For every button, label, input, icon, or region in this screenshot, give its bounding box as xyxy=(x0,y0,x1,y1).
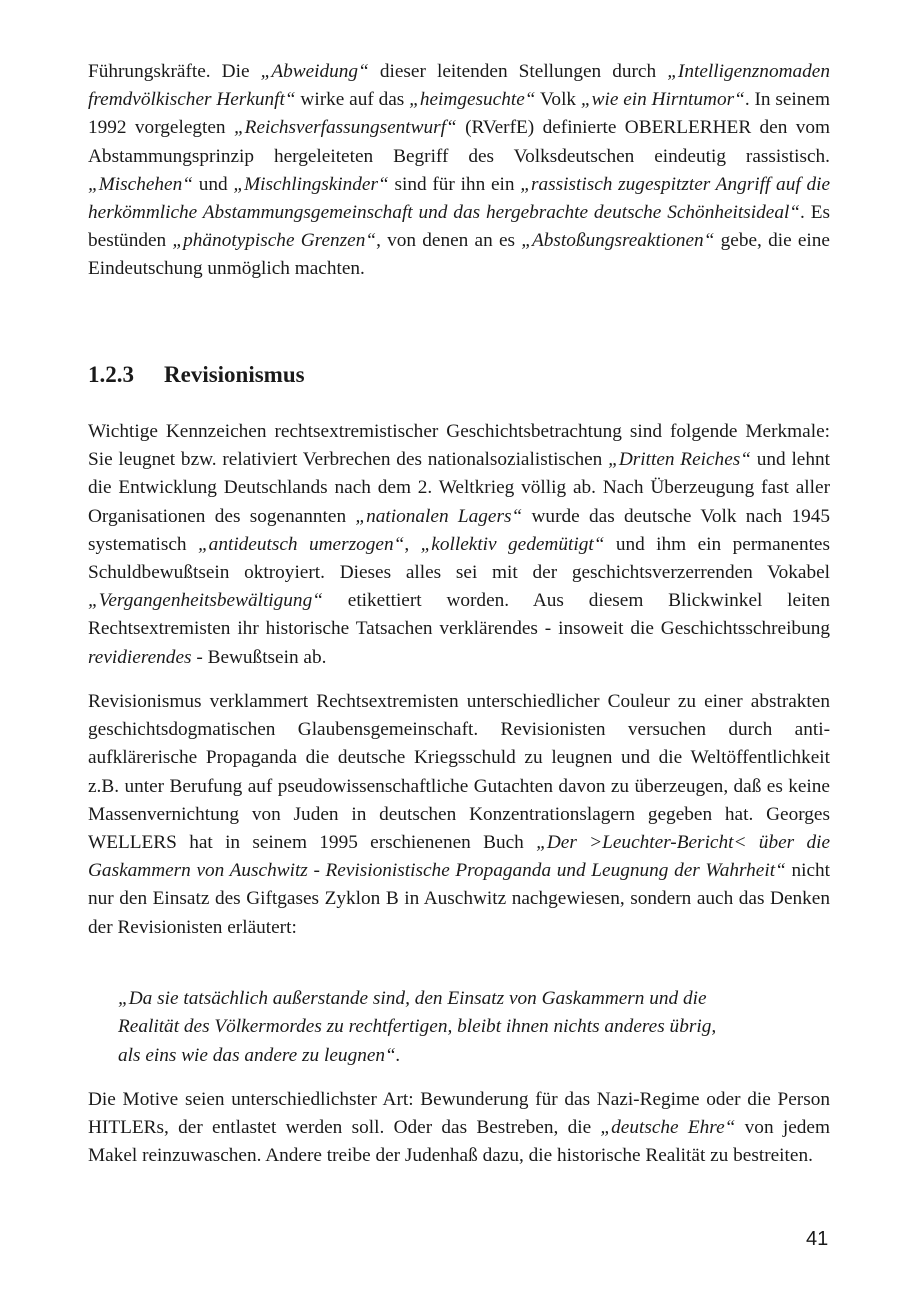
block-quote: „Da sie tatsächlich außerstande sind, den Einsatz von Gaskammern und die Realität des Völkermordes zu rechtfertigen, bleibt ihnen nichts anderes übrig, als eins wie das andere zu leugnen“. xyxy=(118,988,717,1066)
paragraph-characteristics: Wichtige Kennzeichen rechtsextremistischer Geschichtsbetrachtung sind folgende Merkmale: Sie leugnet bzw. relativiert Verbrechen des nationalsozialistischen „Dritten Reiches“ und lehnt die Entwicklung Deutschlands nach dem 2. Weltkrieg völlig ab. Nach Überzeugung fast aller Organisationen des sogenannten „nationalen Lagers“ wurde das deutsche Volk nach 1945 systematisch „antideutsch umerzogen“, „kollektiv gedemütigt“ und ihm ein permanentes Schuldbewußtsein oktroyiert. Dieses alles sei mit der geschichtsverzerrenden Vokabel „Vergangenheitsbewältigung“ etikettiert worden. Aus diesem Blickwinkel leiten Rechtsextremisten ihr historische Tatsachen verklärendes - insoweit die Geschichtsschreibung revidierendes - Bewußtsein ab. xyxy=(88,421,831,668)
paragraph-intro: Führungskräfte. Die „Abweidung“ dieser leitenden Stellungen durch „Intelligenznomaden fremdvölkischer Herkunft“ wirke auf das „heimgesuchte“ Volk „wie ein Hirntumor“. In seinem 1992 vorgelegten „Reichsverfassungsentwurf“ (RVerfE) definierte OBERLERHER den vom Abstammungsprinzip hergeleiteten Begriff des Volksdeutschen eindeutig rassistisch. „Mischehen“ und „Mischlingskinder“ sind für ihn ein „rassistisch zugespitzter Angriff auf die herkömmliche Abstammungsgemeinschaft und das hergebrachte deutsche Schönheitsideal“. Es bestünden „phänotypische Grenzen“, von denen an es „Abstoßungsreaktionen“ gebe, die eine Eindeutschung unmöglich machten. xyxy=(88,61,831,280)
section-number: 1.2.3 xyxy=(88,362,134,387)
section-title: Revisionismus xyxy=(164,362,305,387)
section-heading xyxy=(88,360,305,390)
page-number: 41 xyxy=(806,1228,829,1250)
paragraph-motives: Die Motive seien unterschiedlichster Art: Bewunderung für das Nazi-Regime oder die Person HITLERs, der entlastet werden soll. Oder das Bestreben, die „deutsche Ehre“ von jedem Makel reinzuwaschen. Andere treibe der Judenhaß dazu, die historische Realität zu bestreiten. xyxy=(88,1089,830,1167)
paragraph-revisionism: Revisionismus verklammert Rechtsextremisten unterschiedlicher Couleur zu einer abstrakten geschichtsdogmatischen Glaubensgemeinschaft. Revisionisten versuchen durch anti-aufklärerische Propaganda die deutsche Kriegsschuld zu leugnen und die Weltöffentlichkeit z.B. unter Berufung auf pseudowissenschaftliche Gutachten davon zu überzeugen, daß es keine Massenvernichtung von Juden in deutschen Konzentrationslagern gegeben hat. Georges WELLERS hat in seinem 1995 erschienenen Buch „Der >Leuchter-Bericht< über die Gaskammern von Auschwitz - Revisionistische Propaganda und Leugnung der Wahrheit“ nicht nur den Einsatz des Giftgases Zyklon B in Auschwitz nachgewiesen, sondern auch das Denken der Revisionisten erläutert: xyxy=(88,691,831,938)
